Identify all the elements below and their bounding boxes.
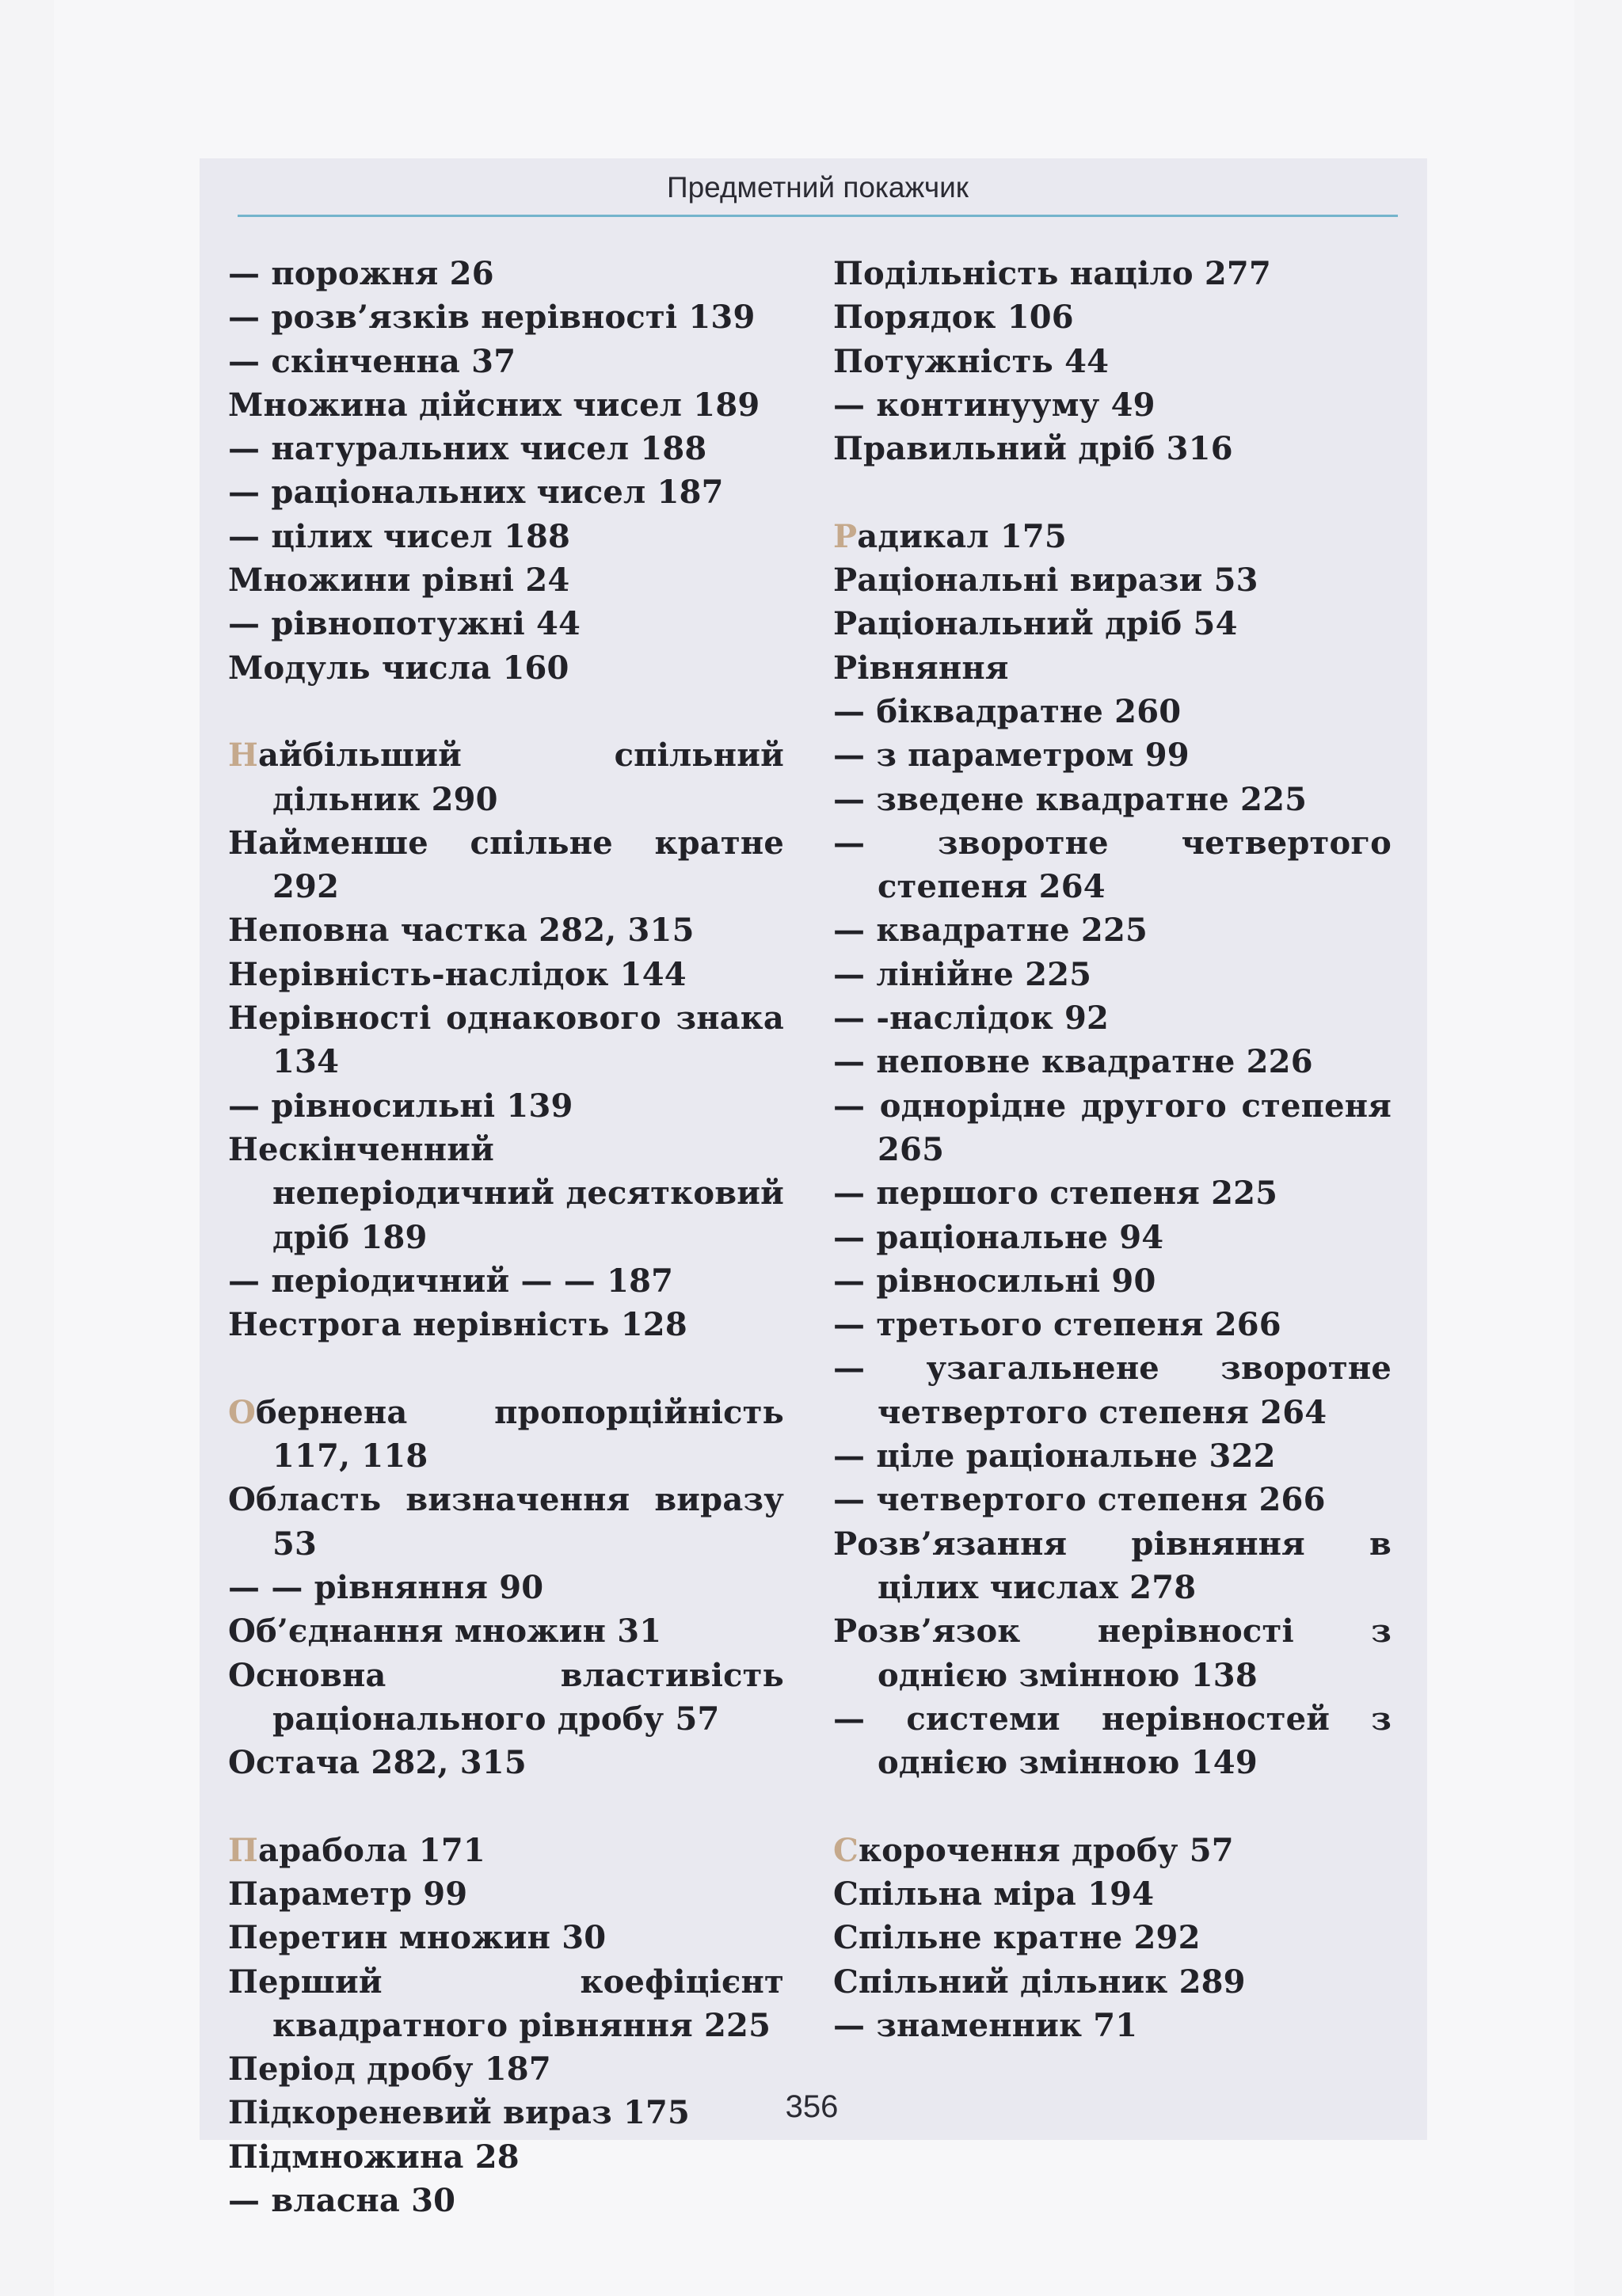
section-initial: П bbox=[228, 1831, 258, 1869]
index-entry: Розв’язання рівняння в цілих числах 278 bbox=[833, 1525, 1392, 1606]
index-entry: — неповне квадратне 226 bbox=[833, 1043, 1313, 1081]
index-entry: — — рівняння 90 bbox=[228, 1568, 544, 1606]
index-entry: — першого степеня 225 bbox=[833, 1175, 1278, 1213]
index-entry: — рівнопотужні 44 bbox=[228, 605, 581, 643]
index-entry bbox=[228, 1829, 784, 1872]
index-entry: Розв’язок нерівності з однією змінною 138 bbox=[833, 1613, 1392, 1694]
index-entry: Нерівність-наслідок 144 bbox=[228, 955, 687, 993]
section-initial: Н bbox=[228, 737, 258, 775]
section-gap bbox=[228, 1784, 784, 1828]
index-entry: Остача 282, 315 bbox=[228, 1744, 527, 1782]
index-entry: Модуль числа 160 bbox=[228, 649, 569, 687]
index-entry: — періодичний — — 187 bbox=[228, 1262, 674, 1300]
index-entry: Параметр 99 bbox=[228, 1875, 468, 1913]
index-entry: — розв’язків нерівності 139 bbox=[228, 299, 756, 337]
index-entry: — цілих чисел 188 bbox=[228, 517, 571, 555]
header-rule bbox=[238, 215, 1398, 217]
index-entry: — -наслідок 92 bbox=[833, 1000, 1110, 1038]
index-entry: — ціле раціональне 322 bbox=[833, 1437, 1276, 1475]
index-entry-text: корочення дробу 57 bbox=[859, 1831, 1234, 1869]
index-entry: Множина дійсних чисел 189 bbox=[228, 386, 760, 424]
index-entry-text: айбільший спільний дільник 290 bbox=[258, 737, 784, 818]
index-entry: Потужність 44 bbox=[833, 342, 1110, 380]
index-column-right bbox=[833, 252, 1392, 2047]
index-entry: Об’єднання множин 31 bbox=[228, 1613, 662, 1651]
index-entry: Підмножина 28 bbox=[228, 2138, 520, 2176]
index-entry bbox=[833, 1829, 1392, 1872]
index-column-left bbox=[228, 252, 784, 2222]
index-entry: — системи нерівностей з однією змінною 149 bbox=[833, 1700, 1392, 1782]
index-entry: Область визначення виразу 53 bbox=[228, 1481, 784, 1563]
index-entry: — квадратне 225 bbox=[833, 912, 1148, 950]
index-entry: Неповна частка 282, 315 bbox=[228, 912, 695, 950]
section-initial: С bbox=[833, 1831, 859, 1869]
index-entry: Правильний дріб 316 bbox=[833, 430, 1233, 468]
index-entry: Раціональні вирази 53 bbox=[833, 562, 1258, 600]
index-entry bbox=[833, 515, 1392, 558]
section-gap bbox=[228, 1346, 784, 1390]
page-number: 356 bbox=[785, 2089, 839, 2124]
section-gap bbox=[833, 470, 1392, 514]
index-entry: Підкореневий вираз 175 bbox=[228, 2094, 691, 2132]
index-entry: — скінченна 37 bbox=[228, 342, 516, 380]
index-entry: Перетин множин 30 bbox=[228, 1919, 607, 1957]
index-entry: Нестрога нерівність 128 bbox=[228, 1306, 687, 1344]
index-entry: Перший коефіцієнт квадратного рівняння 225 bbox=[228, 1963, 784, 2044]
index-entry: Спільний дільник 289 bbox=[833, 1963, 1246, 2001]
index-entry: — однорідне другого степеня 265 bbox=[833, 1087, 1392, 1168]
index-entry: Основна властивість раціонального дробу 57 bbox=[228, 1656, 784, 1738]
index-entry: — зведене квадратне 225 bbox=[833, 780, 1308, 818]
section-initial: Р bbox=[833, 517, 858, 555]
index-entry-text: адикал 175 bbox=[857, 517, 1067, 555]
index-entry: — натуральних чисел 188 bbox=[228, 430, 707, 468]
section-gap bbox=[833, 1784, 1392, 1828]
index-entry: Найменше спільне кратне 292 bbox=[228, 824, 784, 906]
index-entry: — рівносильні 139 bbox=[228, 1087, 573, 1125]
index-entry: Нерівності однакового знака 134 bbox=[228, 1000, 784, 1081]
index-entry: Спільна міра 194 bbox=[833, 1875, 1155, 1913]
index-entry: — раціональних чисел 187 bbox=[228, 474, 724, 512]
running-head: Предметний покажчик bbox=[667, 171, 969, 204]
index-entry: Рівняння bbox=[833, 649, 1009, 687]
index-entry bbox=[228, 733, 784, 821]
index-entry: — порожня 26 bbox=[228, 255, 494, 292]
section-initial: О bbox=[228, 1393, 257, 1431]
index-entry: — раціональне 94 bbox=[833, 1218, 1164, 1256]
index-entry: Спільне кратне 292 bbox=[833, 1919, 1201, 1957]
index-entry: — знаменник 71 bbox=[833, 2006, 1138, 2044]
index-entry: — зворотне четвертого степеня 264 bbox=[833, 824, 1392, 906]
index-entry bbox=[228, 1391, 784, 1479]
index-entry: Період дробу 187 bbox=[228, 2050, 551, 2088]
index-entry: — з параметром 99 bbox=[833, 737, 1190, 775]
index-entry: Порядок 106 bbox=[833, 299, 1074, 337]
index-entry: Нескінченний неперіодичний десятковий дріб 189 bbox=[228, 1130, 784, 1256]
index-entry-text: бернена пропорційність 117, 118 bbox=[256, 1393, 784, 1475]
section-gap bbox=[228, 690, 784, 733]
index-entry: — власна 30 bbox=[228, 2182, 456, 2220]
index-entry: — рівносильні 90 bbox=[833, 1262, 1156, 1300]
index-entry: — третього степеня 266 bbox=[833, 1306, 1281, 1344]
index-entry: — узагальнене зворотне четвертого степеня 264 bbox=[833, 1350, 1392, 1431]
index-entry: Множини рівні 24 bbox=[228, 562, 570, 600]
index-entry: — четвертого степеня 266 bbox=[833, 1481, 1326, 1519]
index-entry: — континууму 49 bbox=[833, 386, 1156, 424]
index-entry-text: арабола 171 bbox=[257, 1831, 485, 1869]
index-entry: Подільність націло 277 bbox=[833, 255, 1271, 292]
index-entry: — лінійне 225 bbox=[833, 955, 1092, 993]
index-entry: Раціональний дріб 54 bbox=[833, 605, 1238, 643]
index-entry: — біквадратне 260 bbox=[833, 692, 1182, 730]
